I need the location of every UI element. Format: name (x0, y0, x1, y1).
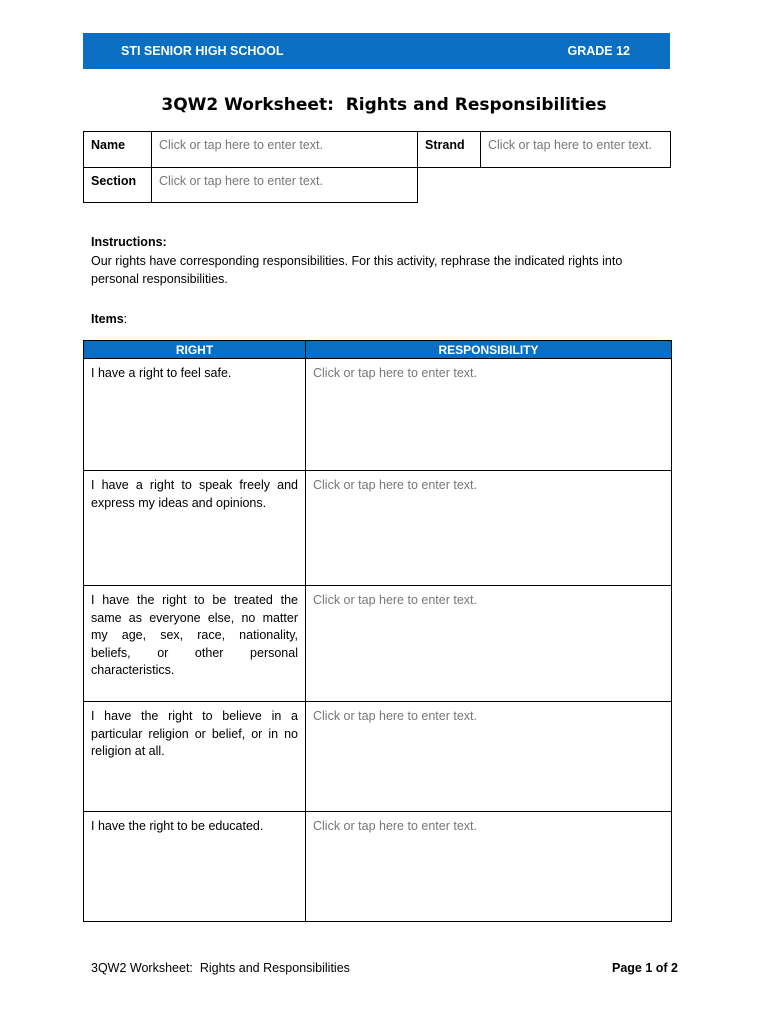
instructions-heading: Instructions: (91, 235, 167, 249)
responsibility-field[interactable]: Click or tap here to enter text. (306, 586, 672, 702)
right-cell: I have the right to be treated the same as everyone else, no matter my age, sex, race, nationality, beliefs, or other personal characteristics. (84, 586, 306, 702)
grade-level: GRADE 12 (567, 44, 630, 58)
footer-doc-title: 3QW2 Worksheet: Rights and Responsibilities (91, 961, 350, 975)
instructions-block (91, 233, 651, 289)
strand-label: Strand (417, 131, 481, 168)
right-cell: I have a right to speak freely and express my ideas and opinions. (84, 471, 306, 586)
table-row (84, 586, 672, 702)
school-name: STI SENIOR HIGH SCHOOL (121, 44, 284, 58)
section-field[interactable]: Click or tap here to enter text. (151, 167, 418, 203)
page-number: Page 1 of 2 (612, 961, 678, 975)
table-row (84, 702, 672, 812)
strand-field[interactable]: Click or tap here to enter text. (480, 131, 671, 168)
responsibility-column-header: RESPONSIBILITY (306, 341, 672, 359)
responsibility-field[interactable]: Click or tap here to enter text. (306, 471, 672, 586)
right-cell: I have the right to be educated. (84, 812, 306, 922)
section-label: Section (83, 167, 152, 203)
responsibility-field[interactable]: Click or tap here to enter text. (306, 812, 672, 922)
school-header-bar (83, 33, 670, 69)
name-field[interactable]: Click or tap here to enter text. (151, 131, 418, 168)
responsibility-field[interactable]: Click or tap here to enter text. (306, 359, 672, 471)
table-row (84, 359, 672, 471)
name-label: Name (83, 131, 152, 168)
table-header-row (84, 341, 672, 359)
instructions-text: Our rights have corresponding responsibilities. For this activity, rephrase the indicated rights into personal responsibilities. (91, 253, 623, 286)
table-row (84, 812, 672, 922)
right-column-header: RIGHT (84, 341, 306, 359)
right-cell: I have a right to feel safe. (84, 359, 306, 471)
items-label (91, 312, 127, 326)
items-label-text: Items (91, 312, 124, 326)
page-footer (91, 961, 678, 975)
items-label-colon: : (123, 312, 128, 326)
rights-responsibilities-table (83, 340, 672, 922)
worksheet-title: 3QW2 Worksheet: Rights and Responsibilities (161, 95, 607, 115)
right-cell: I have the right to believe in a particular religion or belief, or in no religion at all. (84, 702, 306, 812)
responsibility-field[interactable]: Click or tap here to enter text. (306, 702, 672, 812)
table-row (84, 471, 672, 586)
